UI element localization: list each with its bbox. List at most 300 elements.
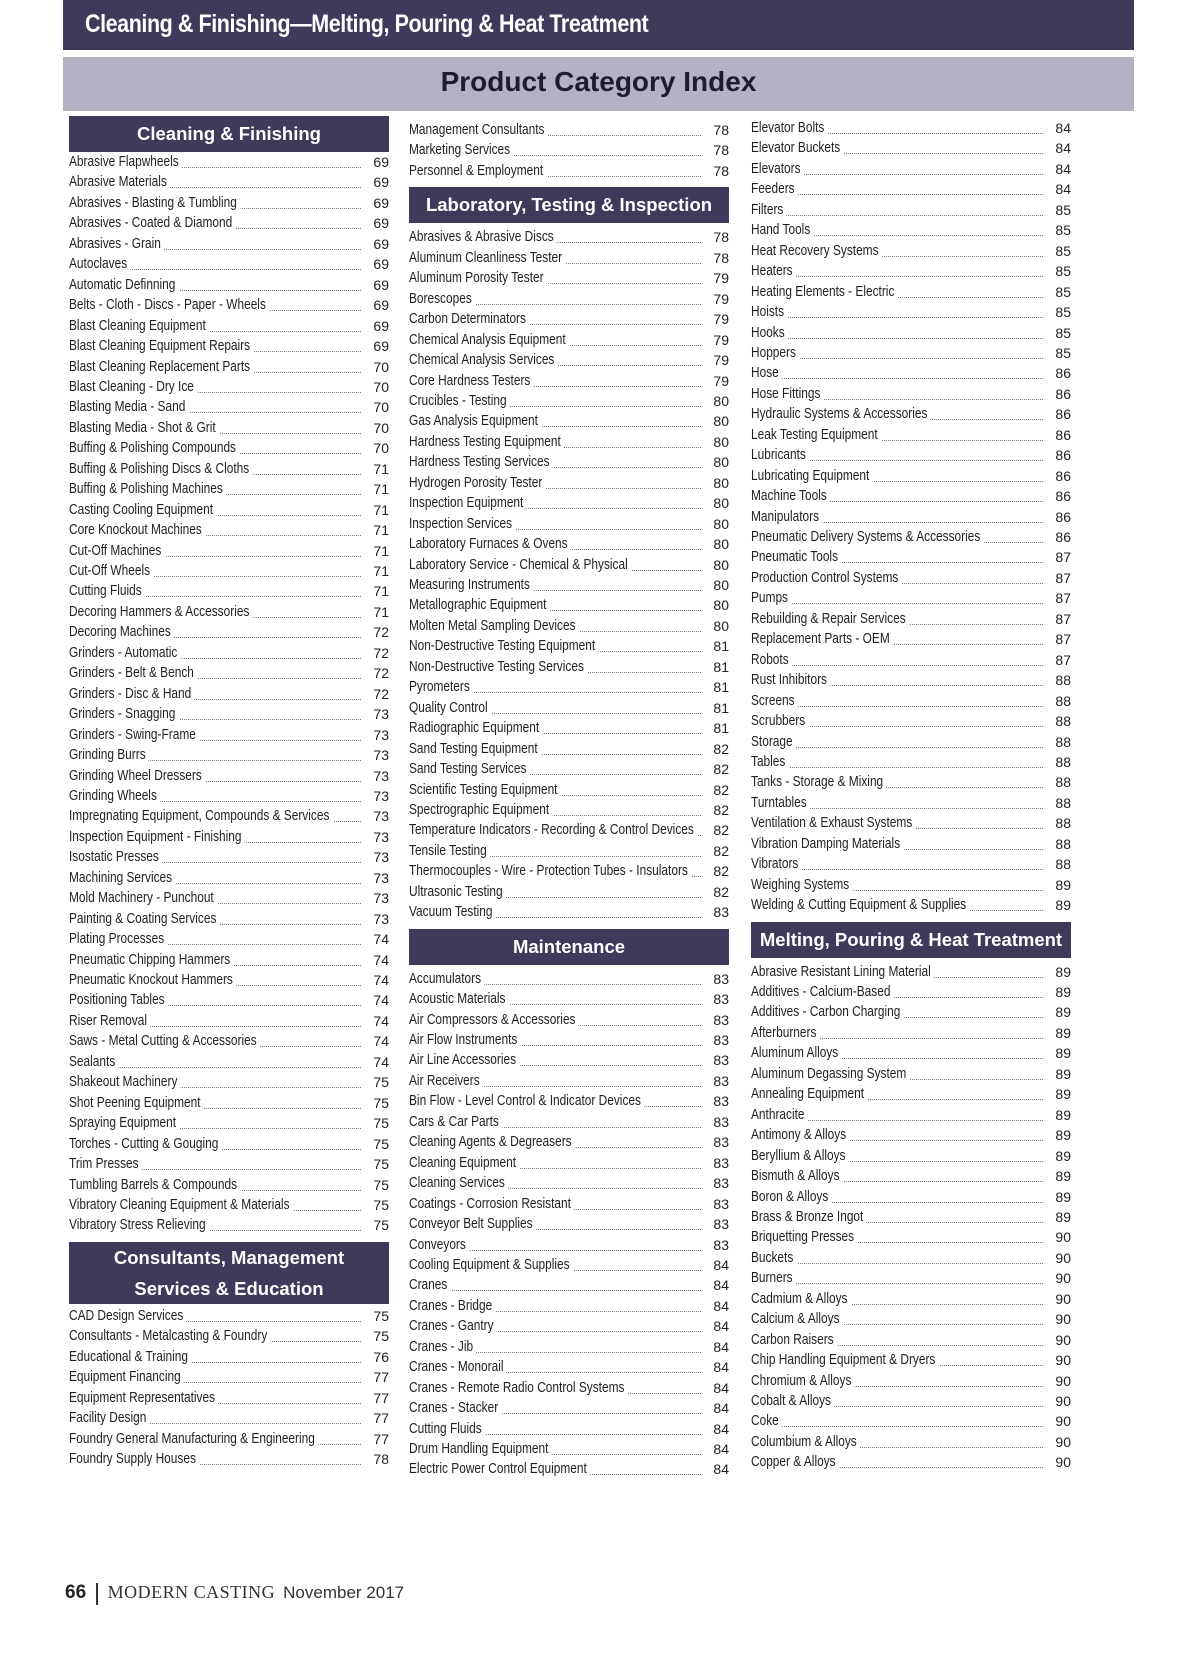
entry-page-number: 83 (702, 1194, 729, 1215)
index-entry (751, 486, 1071, 507)
entry-label: Hoppers (751, 343, 799, 364)
entry-page-number: 71 (362, 581, 389, 602)
entry-label: Elevator Buckets (751, 138, 844, 159)
entry-page-number: 78 (702, 248, 729, 269)
entry-page-number: 90 (1044, 1227, 1071, 1248)
section-header (69, 1242, 389, 1304)
dot-leader (409, 1275, 701, 1291)
index-entry (409, 1275, 729, 1296)
entry-page-number: 88 (1044, 772, 1071, 793)
entry-label: Cut-Off Wheels (69, 561, 153, 582)
entry-page-number: 89 (1044, 875, 1071, 896)
index-entry (409, 411, 729, 432)
index-entry (69, 868, 389, 889)
index-entry (409, 330, 729, 351)
entry-page-number: 89 (1044, 1146, 1071, 1167)
index-entry (751, 772, 1071, 793)
entry-page-number: 85 (1044, 282, 1071, 303)
entry-label: Shot Peening Equipment (69, 1093, 204, 1114)
entry-page-number: 70 (362, 377, 389, 398)
entry-label: Electric Power Control Equipment (409, 1459, 590, 1480)
index-entry (69, 479, 389, 500)
entry-label: Core Hardness Testers (409, 371, 534, 392)
entry-label: Hand Tools (751, 220, 814, 241)
index-entry (409, 268, 729, 289)
entry-page-number: 69 (362, 193, 389, 214)
entry-page-number: 82 (702, 780, 729, 801)
entry-page-number: 84 (702, 1357, 729, 1378)
entry-page-number: 80 (702, 575, 729, 596)
entry-label: Foundry General Manufacturing & Engineering (69, 1429, 318, 1450)
entry-page-number: 90 (1044, 1371, 1071, 1392)
entry-page-number: 88 (1044, 793, 1071, 814)
index-entry (409, 493, 729, 514)
index-entry (751, 629, 1071, 650)
entry-page-number: 86 (1044, 445, 1071, 466)
entry-page-number: 71 (362, 602, 389, 623)
entry-page-number: 86 (1044, 486, 1071, 507)
index-entry (751, 609, 1071, 630)
entry-page-number: 84 (702, 1439, 729, 1460)
index-entry (69, 397, 389, 418)
entry-label: Cranes (409, 1275, 451, 1296)
entry-label: Saws - Metal Cutting & Accessories (69, 1031, 260, 1052)
entry-label: Carbon Determinators (409, 309, 529, 330)
index-entry (409, 1398, 729, 1419)
index-entry (69, 950, 389, 971)
entry-page-number: 76 (362, 1347, 389, 1368)
entry-label: Elevator Bolts (751, 118, 828, 139)
index-entry (69, 704, 389, 725)
footer-date: November 2017 (283, 1583, 405, 1602)
index-entry (69, 357, 389, 378)
entry-page-number: 83 (702, 1010, 729, 1031)
entry-page-number: 90 (1044, 1391, 1071, 1412)
entry-label: Cutting Fluids (69, 581, 145, 602)
entry-label: Tables (751, 752, 789, 773)
entry-label: Temperature Indicators - Recording & Control Devices (409, 820, 697, 841)
index-entry (409, 1419, 729, 1440)
entry-label: Trim Presses (69, 1154, 142, 1175)
entry-page-number: 86 (1044, 404, 1071, 425)
index-entry (409, 575, 729, 596)
entry-page-number: 81 (702, 636, 729, 657)
entry-label: Consultants - Metalcasting & Foundry (69, 1326, 271, 1347)
entry-page-number: 69 (362, 213, 389, 234)
section-header-line: Consultants, Management (113, 1246, 345, 1268)
section-header (409, 929, 729, 965)
index-entry (751, 1350, 1071, 1371)
index-entry (409, 636, 729, 657)
entry-page-number: 84 (702, 1255, 729, 1276)
index-entry (751, 1248, 1071, 1269)
index-entry (751, 670, 1071, 691)
dot-leader (751, 752, 1043, 768)
entry-page-number: 80 (702, 493, 729, 514)
entry-page-number: 82 (702, 739, 729, 760)
entry-page-number: 70 (362, 357, 389, 378)
entry-page-number: 75 (362, 1134, 389, 1155)
entry-page-number: 84 (702, 1419, 729, 1440)
entry-label: Decoring Hammers & Accessories (69, 602, 253, 623)
entry-page-number: 80 (702, 534, 729, 555)
entry-page-number: 89 (1044, 1207, 1071, 1228)
entry-page-number: 87 (1044, 650, 1071, 671)
index-entry (69, 500, 389, 521)
entry-page-number: 70 (362, 418, 389, 439)
entry-page-number: 82 (702, 820, 729, 841)
index-entry (409, 227, 729, 248)
entry-label: Crucibles - Testing (409, 391, 510, 412)
entry-label: Storage (751, 732, 796, 753)
entry-label: Production Control Systems (751, 568, 902, 589)
entry-page-number: 86 (1044, 527, 1071, 548)
entry-page-number: 83 (702, 1153, 729, 1174)
index-entry (69, 418, 389, 439)
index-entry (751, 1064, 1071, 1085)
entry-label: Marketing Services (409, 140, 513, 161)
entry-label: Vibrators (751, 854, 802, 875)
entry-page-number: 73 (362, 827, 389, 848)
index-entry (409, 514, 729, 535)
entry-page-number: 72 (362, 622, 389, 643)
entry-label: Vibratory Stress Relieving (69, 1215, 209, 1236)
entry-page-number: 85 (1044, 261, 1071, 282)
footer-page-number: 66 (65, 1582, 87, 1603)
page-title: Cleaning & Finishing—Melting, Pouring & Heat Treatment (85, 10, 649, 38)
entry-label: Cranes - Gantry (409, 1316, 497, 1337)
entry-label: Additives - Calcium-Based (751, 982, 894, 1003)
index-entry (751, 834, 1071, 855)
index-entry (69, 1175, 389, 1196)
entry-label: Aluminum Alloys (751, 1043, 842, 1064)
index-entry (69, 520, 389, 541)
entry-label: Buffing & Polishing Compounds (69, 438, 239, 459)
index-entry (751, 179, 1071, 200)
index-entry (409, 473, 729, 494)
footer-divider (96, 1583, 98, 1605)
entry-label: Elevators (751, 159, 804, 180)
entry-page-number: 90 (1044, 1309, 1071, 1330)
entry-page-number: 79 (702, 371, 729, 392)
entry-page-number: 85 (1044, 302, 1071, 323)
entry-label: Pumps (751, 588, 791, 609)
index-entry (751, 466, 1071, 487)
section-header (751, 922, 1071, 958)
entry-label: Equipment Financing (69, 1367, 184, 1388)
entry-label: Abrasives - Grain (69, 234, 164, 255)
entry-label: Blast Cleaning Equipment Repairs (69, 336, 253, 357)
entry-label: Pyrometers (409, 677, 473, 698)
entry-page-number: 78 (362, 1449, 389, 1470)
index-entry (409, 1194, 729, 1215)
entry-label: Carbon Raisers (751, 1330, 837, 1351)
entry-page-number: 75 (362, 1072, 389, 1093)
index-entry (409, 1091, 729, 1112)
entry-page-number: 83 (702, 1173, 729, 1194)
entry-label: Aluminum Porosity Tester (409, 268, 547, 289)
entry-label: Painting & Coating Services (69, 909, 220, 930)
entry-label: Machining Services (69, 868, 175, 889)
entry-page-number: 85 (1044, 343, 1071, 364)
index-entry (751, 1207, 1071, 1228)
entry-page-number: 72 (362, 684, 389, 705)
entry-label: Air Compressors & Accessories (409, 1010, 579, 1031)
entry-page-number: 69 (362, 295, 389, 316)
index-entry (69, 316, 389, 337)
entry-page-number: 71 (362, 479, 389, 500)
index-entry (409, 1439, 729, 1460)
index-entry (69, 806, 389, 827)
entry-label: Cobalt & Alloys (751, 1391, 834, 1412)
entry-label: Scientific Testing Equipment (409, 780, 561, 801)
index-entry (751, 200, 1071, 221)
index-entry (69, 888, 389, 909)
entry-page-number: 88 (1044, 711, 1071, 732)
entry-label: Bin Flow - Level Control & Indicator Devices (409, 1091, 644, 1112)
entry-page-number: 82 (702, 841, 729, 862)
entry-page-number: 80 (702, 411, 729, 432)
index-entry (751, 895, 1071, 916)
entry-label: Heat Recovery Systems (751, 241, 882, 262)
entry-page-number: 73 (362, 745, 389, 766)
index-entry (751, 118, 1071, 139)
entry-label: Educational & Training (69, 1347, 191, 1368)
section-header-line: Services & Education (134, 1277, 324, 1299)
entry-page-number: 69 (362, 336, 389, 357)
index-entry (409, 120, 729, 141)
entry-page-number: 89 (1044, 1105, 1071, 1126)
entry-label: Cooling Equipment & Supplies (409, 1255, 573, 1276)
entry-label: Air Receivers (409, 1071, 483, 1092)
entry-page-number: 74 (362, 1052, 389, 1073)
entry-page-number: 77 (362, 1408, 389, 1429)
entry-page-number: 89 (1044, 1043, 1071, 1064)
entry-label: Vibration Damping Materials (751, 834, 903, 855)
entry-label: Equipment Representatives (69, 1388, 218, 1409)
entry-label: Cranes - Jib (409, 1337, 476, 1358)
entry-label: Calcium & Alloys (751, 1309, 843, 1330)
entry-page-number: 88 (1044, 854, 1071, 875)
index-entry (69, 1093, 389, 1114)
entry-label: Impregnating Equipment, Compounds & Services (69, 806, 333, 827)
entry-page-number: 74 (362, 1011, 389, 1032)
index-entry (69, 970, 389, 991)
entry-page-number: 82 (702, 800, 729, 821)
entry-page-number: 89 (1044, 895, 1071, 916)
entry-label: Metallographic Equipment (409, 595, 550, 616)
entry-page-number: 89 (1044, 1166, 1071, 1187)
index-entry (69, 1326, 389, 1347)
entry-page-number: 89 (1044, 1084, 1071, 1105)
index-entry (751, 445, 1071, 466)
entry-page-number: 90 (1044, 1289, 1071, 1310)
entry-label: Coatings - Corrosion Resistant (409, 1194, 574, 1215)
entry-label: Ultrasonic Testing (409, 882, 506, 903)
index-entry (751, 159, 1071, 180)
entry-label: Blast Cleaning Replacement Parts (69, 357, 253, 378)
index-entry (69, 1215, 389, 1236)
dot-leader (751, 302, 1043, 318)
entry-label: Screens (751, 691, 798, 712)
entry-label: Pneumatic Knockout Hammers (69, 970, 236, 991)
entry-page-number: 69 (362, 172, 389, 193)
index-entry (409, 616, 729, 637)
dot-leader (751, 588, 1043, 604)
entry-page-number: 81 (702, 657, 729, 678)
entry-label: Copper & Alloys (751, 1452, 839, 1473)
index-entry (69, 1052, 389, 1073)
entry-label: Cleaning Agents & Degreasers (409, 1132, 575, 1153)
index-entry (69, 1154, 389, 1175)
index-entry (409, 1337, 729, 1358)
entry-label: Autoclaves (69, 254, 130, 275)
entry-page-number: 80 (702, 514, 729, 535)
entry-page-number: 87 (1044, 588, 1071, 609)
index-entry (409, 780, 729, 801)
entry-page-number: 77 (362, 1367, 389, 1388)
entry-page-number: 83 (702, 1091, 729, 1112)
entry-page-number: 75 (362, 1175, 389, 1196)
entry-label: Management Consultants (409, 120, 548, 141)
index-entry (69, 581, 389, 602)
index-entry (69, 725, 389, 746)
entry-label: Tensile Testing (409, 841, 490, 862)
entry-page-number: 79 (702, 330, 729, 351)
entry-page-number: 80 (702, 391, 729, 412)
entry-page-number: 78 (702, 140, 729, 161)
dot-leader (751, 1411, 1043, 1427)
index-entry (69, 295, 389, 316)
index-entry (69, 172, 389, 193)
index-entry (409, 1235, 729, 1256)
entry-page-number: 83 (702, 1132, 729, 1153)
entry-label: Abrasives - Coated & Diamond (69, 213, 236, 234)
index-entry (409, 718, 729, 739)
index-entry (751, 363, 1071, 384)
entry-page-number: 74 (362, 929, 389, 950)
entry-page-number: 80 (702, 473, 729, 494)
index-entry (409, 452, 729, 473)
entry-page-number: 81 (702, 698, 729, 719)
index-entry (409, 350, 729, 371)
entry-page-number: 81 (702, 677, 729, 698)
index-entry (69, 336, 389, 357)
index-entry (751, 875, 1071, 896)
entry-page-number: 86 (1044, 466, 1071, 487)
index-entry (751, 404, 1071, 425)
entry-label: Abrasive Resistant Lining Material (751, 962, 934, 983)
entry-page-number: 86 (1044, 507, 1071, 528)
entry-label: Belts - Cloth - Discs - Paper - Wheels (69, 295, 269, 316)
entry-page-number: 84 (1044, 179, 1071, 200)
entry-label: Plating Processes (69, 929, 167, 950)
entry-page-number: 90 (1044, 1268, 1071, 1289)
entry-page-number: 75 (362, 1154, 389, 1175)
index-entry (751, 982, 1071, 1003)
entry-label: Chemical Analysis Services (409, 350, 558, 371)
entry-label: Shakeout Machinery (69, 1072, 181, 1093)
index-entry (751, 138, 1071, 159)
entry-label: Boron & Alloys (751, 1187, 832, 1208)
entry-label: Torches - Cutting & Gouging (69, 1134, 222, 1155)
entry-label: Lubricants (751, 445, 809, 466)
index-entry (409, 820, 729, 841)
page-footer (65, 1580, 404, 1604)
entry-page-number: 75 (362, 1215, 389, 1236)
entry-page-number: 87 (1044, 547, 1071, 568)
entry-label: Manipulators (751, 507, 822, 528)
index-entry (409, 800, 729, 821)
entry-label: CAD Design Services (69, 1306, 187, 1327)
entry-page-number: 73 (362, 847, 389, 868)
index-entry (69, 684, 389, 705)
entry-label: Cranes - Stacker (409, 1398, 501, 1419)
entry-page-number: 69 (362, 316, 389, 337)
index-entry (69, 909, 389, 930)
section-header (409, 187, 729, 223)
index-entry (409, 555, 729, 576)
index-entry (751, 752, 1071, 773)
entry-page-number: 71 (362, 541, 389, 562)
entry-page-number: 84 (702, 1459, 729, 1480)
entry-label: Hose Fittings (751, 384, 824, 405)
index-entry (69, 1367, 389, 1388)
index-entry (69, 275, 389, 296)
index-entry (409, 1173, 729, 1194)
entry-page-number: 84 (702, 1316, 729, 1337)
index-entry (69, 1072, 389, 1093)
index-entry (69, 1113, 389, 1134)
index-entry (751, 343, 1071, 364)
entry-page-number: 75 (362, 1113, 389, 1134)
entry-page-number: 84 (702, 1296, 729, 1317)
entry-page-number: 89 (1044, 1064, 1071, 1085)
index-entry (751, 1105, 1071, 1126)
entry-label: Inspection Services (409, 514, 515, 535)
entry-page-number: 86 (1044, 425, 1071, 446)
index-entry (69, 234, 389, 255)
entry-label: Tumbling Barrels & Compounds (69, 1175, 240, 1196)
entry-label: Aluminum Cleanliness Tester (409, 248, 565, 269)
entry-label: Weighing Systems (751, 875, 853, 896)
entry-label: Anthracite (751, 1105, 808, 1126)
entry-page-number: 74 (362, 950, 389, 971)
entry-page-number: 79 (702, 268, 729, 289)
entry-page-number: 77 (362, 1388, 389, 1409)
entry-page-number: 83 (702, 1030, 729, 1051)
entry-label: Radiographic Equipment (409, 718, 542, 739)
entry-page-number: 79 (702, 289, 729, 310)
entry-page-number: 79 (702, 350, 729, 371)
entry-page-number: 84 (702, 1275, 729, 1296)
index-entry (69, 643, 389, 664)
entry-label: Chemical Analysis Equipment (409, 330, 569, 351)
entry-label: Cadmium & Alloys (751, 1289, 851, 1310)
entry-page-number: 74 (362, 990, 389, 1011)
entry-page-number: 74 (362, 1031, 389, 1052)
index-entry (69, 1408, 389, 1429)
index-entry (409, 309, 729, 330)
index-entry (409, 861, 729, 882)
index-entry (751, 507, 1071, 528)
section-header-line: Cleaning & Finishing (137, 123, 321, 144)
entry-label: Automatic Definning (69, 275, 179, 296)
index-entry (751, 1371, 1071, 1392)
index-entry (69, 827, 389, 848)
entry-page-number: 89 (1044, 1187, 1071, 1208)
entry-page-number: 88 (1044, 752, 1071, 773)
